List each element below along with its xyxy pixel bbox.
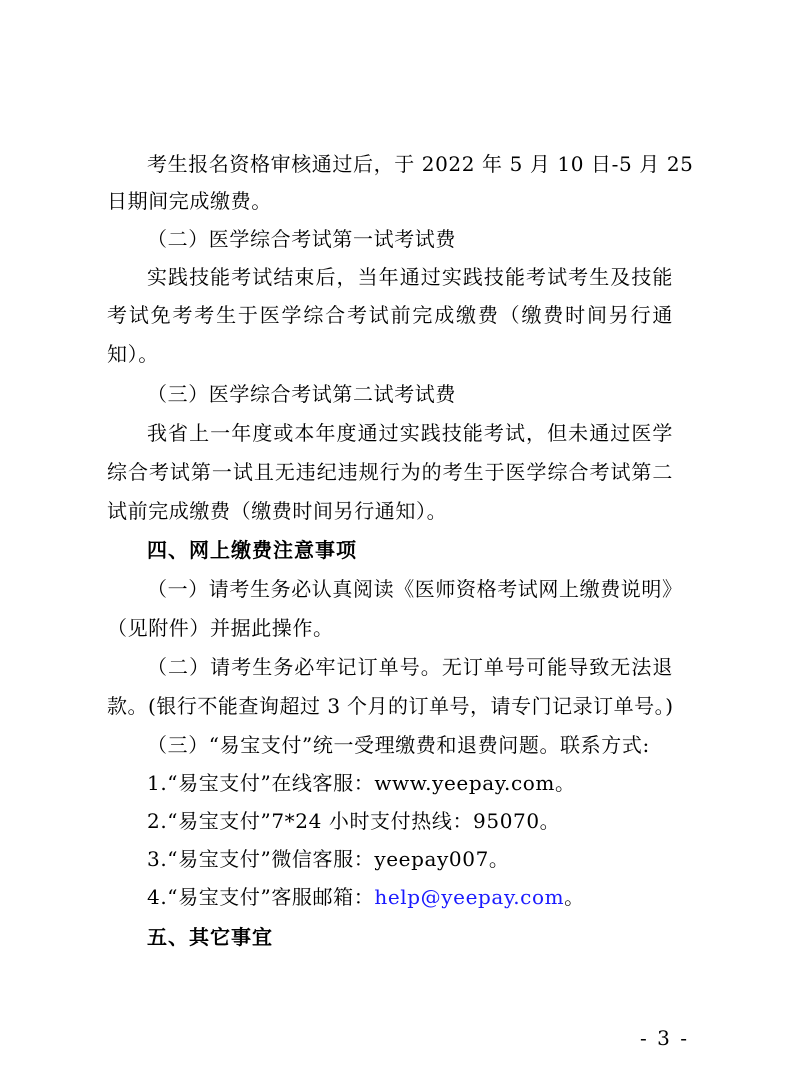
- email-suffix: 。: [564, 885, 585, 909]
- section-heading: （二）医学综合考试第一试考试费: [147, 227, 456, 251]
- page-number: - 3 -: [640, 1026, 689, 1050]
- paragraph-line: 考试免考考生于医学综合考试前完成缴费（缴费时间另行通: [107, 303, 673, 327]
- paragraph-line: （三）“易宝支付”统一受理缴费和退费问题。联系方式:: [147, 733, 650, 757]
- paragraph-line: 知）。: [107, 342, 159, 366]
- chapter-heading: 四、网上缴费注意事项: [147, 538, 357, 562]
- paragraph-line: （一）请考生务必认真阅读《医师资格考试网上缴费说明》: [147, 577, 683, 601]
- paragraph-line: （见附件）并据此操作。: [107, 616, 334, 640]
- paragraph-line: 考生报名资格审核通过后，于 2022 年 5 月 10 日-5 月 25: [147, 152, 694, 176]
- paragraph-line: 试前完成缴费（缴费时间另行通知）。: [107, 499, 448, 523]
- contact-line: 2.“易宝支付”7*24 小时支付热线：95070。: [147, 809, 561, 833]
- paragraph-line: 日期间完成缴费。: [107, 189, 272, 213]
- paragraph-line: 我省上一年度或本年度通过实践技能考试，但未通过医学: [147, 421, 673, 445]
- paragraph-line: 款。(银行不能查询超过 3 个月的订单号，请专门记录订单号。): [107, 694, 673, 718]
- email-link[interactable]: help@yeepay.com: [374, 885, 565, 909]
- paragraph-line: 综合考试第一试且无违纪违规行为的考生于医学综合考试第二: [107, 460, 673, 484]
- contact-label: 4.“易宝支付”客服邮箱：: [147, 885, 375, 909]
- contact-line: 1.“易宝支付”在线客服：www.yeepay.com。: [147, 771, 576, 795]
- contact-line: 3.“易宝支付”微信客服：yeepay007。: [147, 847, 510, 871]
- paragraph-line: 实践技能考试结束后，当年通过实践技能考试考生及技能: [147, 265, 673, 289]
- section-heading: （三）医学综合考试第二试考试费: [147, 382, 456, 406]
- contact-line-email: [147, 881, 673, 913]
- chapter-heading: 五、其它事宜: [147, 925, 273, 949]
- paragraph-line: （二）请考生务必牢记订单号。无订单号可能导致无法退: [147, 655, 673, 679]
